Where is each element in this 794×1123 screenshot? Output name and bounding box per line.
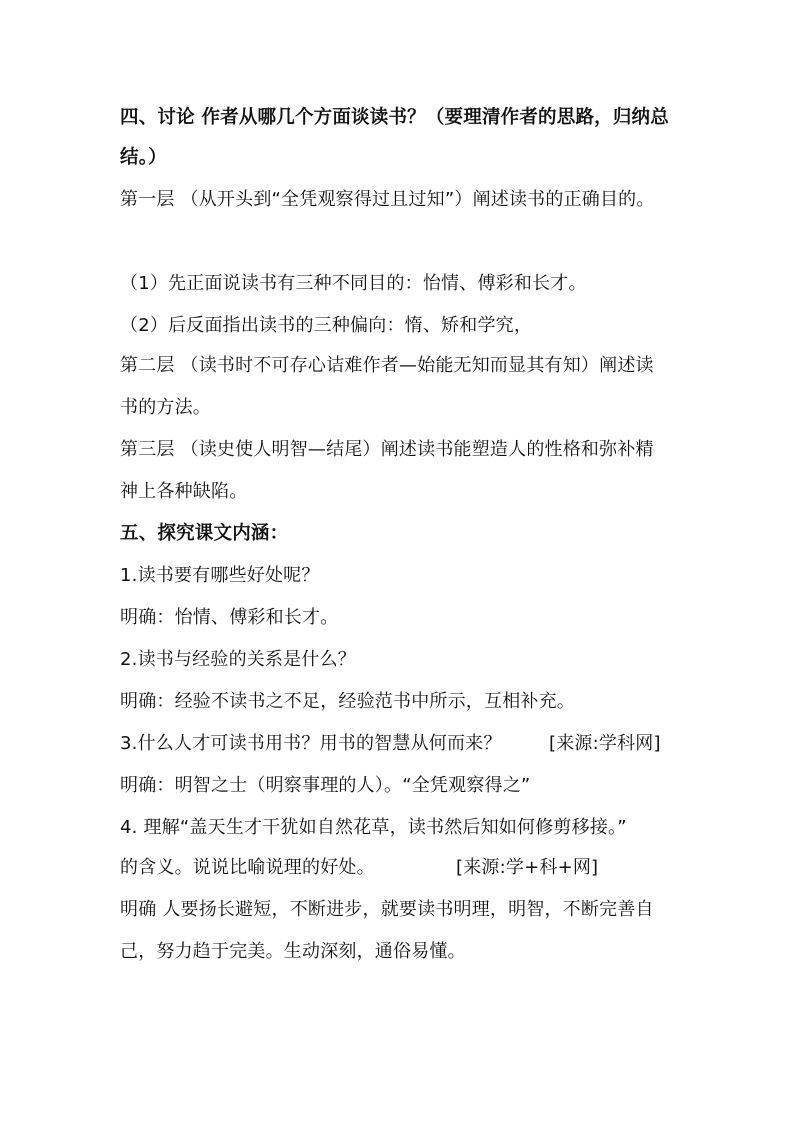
answer-4-line-2: 己，努力趋于完美。生动深刻，通俗易懂。	[120, 941, 466, 962]
layer-two-line-1: 第二层 （读书时不可存心诘难作者—始能无知而显其有知）阐述读	[120, 355, 654, 376]
point-2-line: （2）后反面指出读书的三种偏向：惰、矫和学究，	[120, 315, 533, 336]
answer-3: 明确：明智之士（明察事理的人）。“全凭观察得之”	[120, 775, 531, 796]
answer-2: 明确：经验不读书之不足，经验范书中所示，互相补充。	[120, 691, 575, 712]
layer-three-line-2: 神上各种缺陷。	[120, 481, 248, 502]
section-four-heading-line-2: 结。）	[120, 147, 167, 168]
section-five-heading: 五、探究课文内涵：	[120, 523, 289, 544]
section-four-heading-line-1: 四、讨论 作者从哪几个方面谈读书？（要理清作者的思路，归纳总	[120, 107, 669, 128]
question-1: 1.读书要有哪些好处呢？	[120, 565, 320, 586]
question-3: 3.什么人才可读书用书？用书的智慧从何而来？	[120, 733, 502, 754]
answer-1: 明确：怡情、傅彩和长才。	[120, 607, 339, 628]
question-2: 2.读书与经验的关系是什么？	[120, 649, 356, 670]
source-note-1: [来源:学科网]	[549, 733, 661, 754]
layer-one-line: 第一层 （从开头到“全凭观察得过且过知”）阐述读书的正确目的。	[120, 189, 655, 210]
point-1-line: （1）先正面说读书有三种不同目的：怡情、傅彩和长才。	[120, 273, 587, 294]
source-note-2: [来源:学+科+网]	[456, 857, 599, 878]
layer-three-line-1: 第三层 （读史使人明智—结尾）阐述读书能塑造人的性格和弥补精	[120, 439, 654, 460]
question-4-line-2: 的含义。说说比喻说理的好处。	[120, 857, 375, 878]
layer-two-line-2: 书的方法。	[120, 397, 211, 418]
answer-4-line-1: 明确 人要扬长避短，不断进步，就要读书明理，明智，不断完善自	[120, 899, 654, 920]
question-4-line-1: 4. 理解“盖天生才干犹如自然花草，读书然后知如何修剪移接。”	[120, 817, 627, 838]
